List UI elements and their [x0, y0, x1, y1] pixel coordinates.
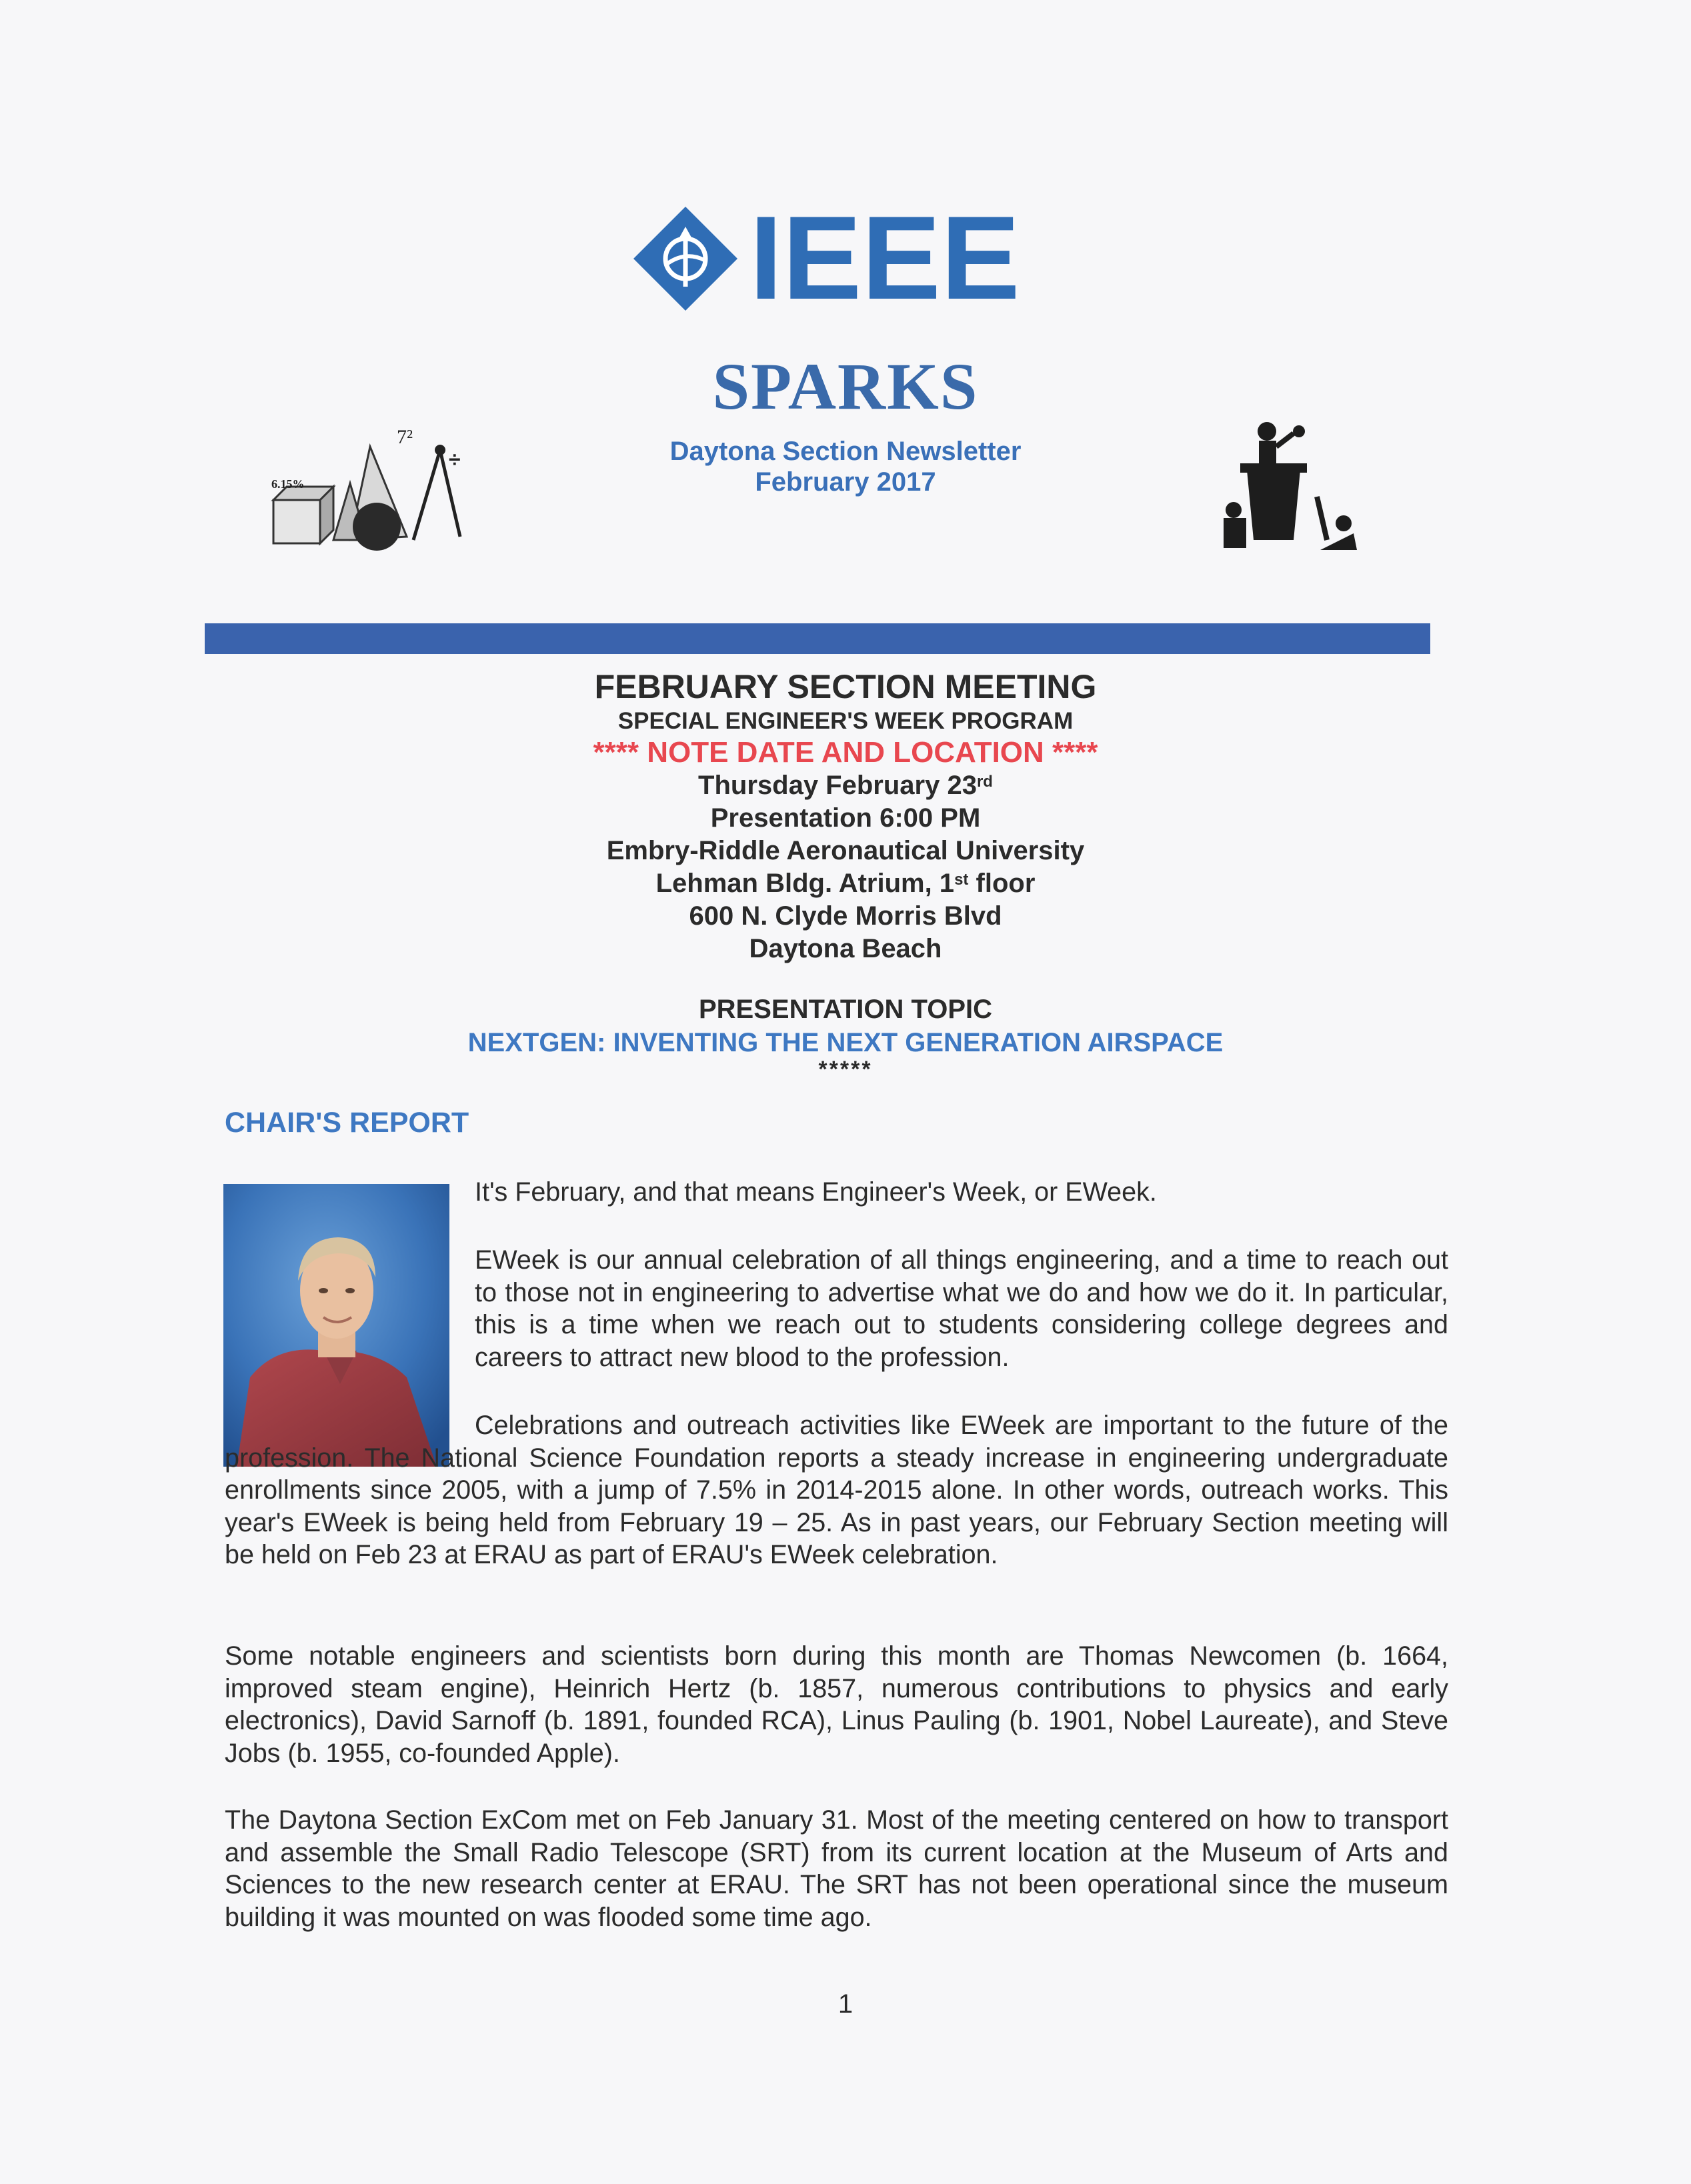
- subtitle-section: Daytona Section Newsletter: [669, 437, 1022, 466]
- meeting-address: 600 N. Clyde Morris Blvd: [689, 901, 1002, 931]
- section-separator: *****: [818, 1057, 873, 1082]
- geometry-clipart-icon: [270, 420, 477, 553]
- svg-text:7²: 7²: [397, 426, 413, 448]
- svg-text:÷: ÷: [449, 447, 461, 471]
- meeting-time: Presentation 6:00 PM: [710, 803, 981, 833]
- ieee-logo: [632, 205, 1040, 312]
- page-number: 1: [837, 1989, 854, 2019]
- chair-report-heading: CHAIR'S REPORT: [225, 1107, 469, 1139]
- meeting-heading: FEBRUARY SECTION MEETING: [594, 668, 1097, 705]
- meeting-venue: Embry-Riddle Aeronautical University: [606, 836, 1085, 865]
- speaker-podium-icon: [1220, 417, 1364, 557]
- chair-report-paragraph-5: The Daytona Section ExCom met on Feb January 31. Most of the meeting centered on how to transport and assemble the Small Radio Telescope (SRT) from its current location at the Museum of Arts and Sciences to the new research center at ERAU. The SRT has not been operational since the museum building it was mounted on was flooded some time ago.: [225, 1805, 1448, 1932]
- ieee-diamond-icon: [632, 205, 1040, 312]
- subtitle-date: February 2017: [755, 467, 936, 497]
- newsletter-title: SPARKS: [712, 349, 979, 423]
- header-divider: [205, 623, 1430, 654]
- newsletter-subtitle: [0, 436, 1691, 497]
- svg-text:6.15%: 6.15%: [271, 477, 305, 491]
- logo-wordmark: IEEE: [749, 205, 1020, 312]
- meeting-note: **** NOTE DATE AND LOCATION ****: [593, 736, 1098, 769]
- meeting-program: SPECIAL ENGINEER'S WEEK PROGRAM: [617, 708, 1074, 734]
- meeting-room: Lehman Bldg. Atrium, 1st floor: [655, 869, 1036, 898]
- meeting-date: Thursday February 23rd: [698, 771, 993, 800]
- chair-report-paragraph-2: EWeek is our annual celebration of all things engineering, and a time to reach out to those not in engineering to advertise what we do and how we do it. In particular, this is a time when we reach out to students considering college degrees and careers to attract new blood to the profession.: [475, 1245, 1448, 1372]
- presentation-topic: NEXTGEN: INVENTING THE NEXT GENERATION AIRSPACE: [467, 1028, 1224, 1057]
- topic-heading: PRESENTATION TOPIC: [698, 995, 993, 1024]
- chair-report-paragraph-4: Some notable engineers and scientists born during this month are Thomas Newcomen (b. 1664, improved steam engine), Heinrich Hertz (b. 1857, numerous contributions to physics and early electronics), David Sarnoff (b. 1891, founded RCA), Linus Pauling (b. 1901, Nobel Laureate), and Steve Jobs (b. 1955, co-founded Apple).: [225, 1641, 1448, 1768]
- meeting-announcement: [0, 667, 1691, 1082]
- chair-report-paragraph-3: Celebrations and outreach activities like EWeek are important to the future of the profession. The National Science Foundation reports a steady increase in engineering undergraduate enrollments since 2005, with a jump of 7.5% in 2014-2015 alone. In other words, outreach works. This year's EWeek is being held from February 19 – 25. As in past years, our February Section meeting will be held on Feb 23 at ERAU as part of ERAU's EWeek celebration.: [225, 1411, 1448, 1569]
- meeting-city: Daytona Beach: [749, 934, 942, 963]
- chair-report-paragraph-1: It's February, and that means Engineer's Week, or EWeek.: [475, 1177, 1157, 1207]
